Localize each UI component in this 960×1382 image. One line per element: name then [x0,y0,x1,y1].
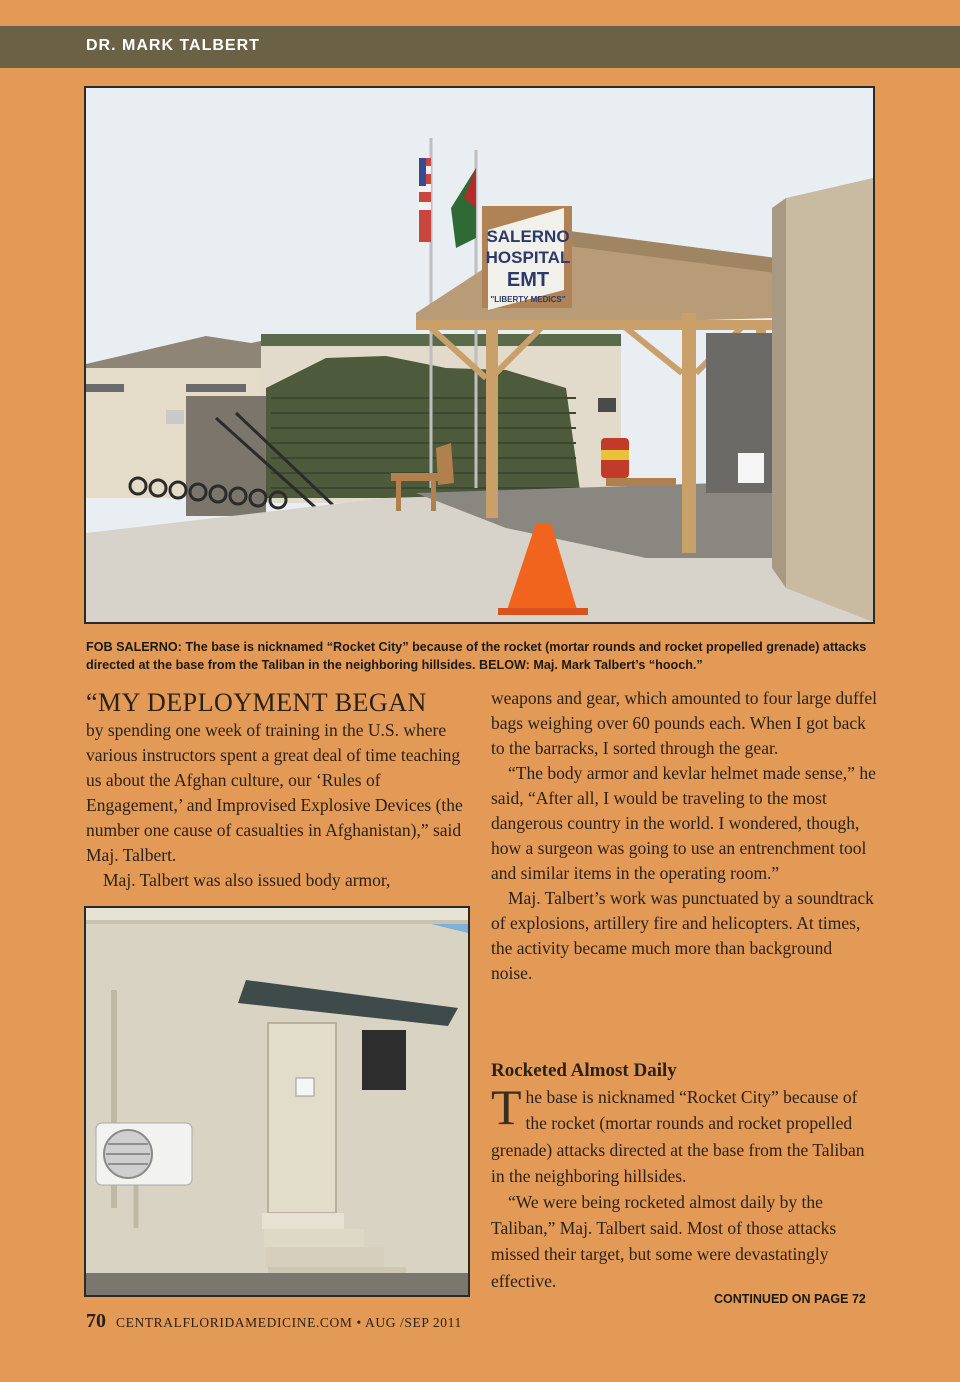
continued-notice: CONTINUED ON PAGE 72 [714,1292,866,1306]
paragraph-6: “We were being rocketed almost daily by the Taliban,” Maj. Talbert said. Most of those attacks missed their target, but some were devastatingly effective. [491,1192,837,1291]
sign-line-1: SALERNO [486,227,570,246]
subhead-rocketed: Rocketed Almost Daily [491,1060,677,1081]
article-left-column [86,688,470,893]
drop-cap: T [491,1079,522,1136]
article-right-column-section [491,1058,877,1294]
paragraph-5-text: he base is nicknamed “Rocket City” because of the rocket (mortar rounds and rocket propelled grenade) attacks directed at the base from the Taliban in the neighboring hillsides. [491,1087,865,1186]
paragraph-3: “The body armor and kevlar helmet made sense,” he said, “After all, I would be traveling to the most dangerous country in the world. I wondered, though, how a surgeon was going to use an entrenchment tool and similar items in the operating room.” [491,763,876,883]
header-bar [0,26,960,68]
hospital-photo [84,86,875,624]
article-right-column [491,686,877,986]
hooch-photo [84,906,470,1297]
page-number: 70 [86,1310,106,1332]
sign-line-4: "LIBERTY MEDICS" [490,295,566,304]
paragraph-4: Maj. Talbert’s work was punctuated by a soundtrack of explosions, artillery fire and helicopters. At times, the activity became much more than background noise. [491,888,874,983]
paragraph-1: by spending one week of training in the U.S. where various instructors spent a great deal of time teaching us about the Afghan culture, our ‘Rules of Engagement,’ and Improvised Explosive Devices (the number one cause of casualties in Afghanistan),” said Maj. Talbert. [86,720,463,865]
paragraph-5 [491,1079,877,1189]
page-footer [86,1310,462,1333]
section-title: DR. MARK TALBERT [86,37,260,54]
paragraph-2-start: Maj. Talbert was also issued body armor, [103,870,391,890]
photo-caption: FOB SALERNO: The base is nicknamed “Rocket City” because of the rocket (mortar rounds and rocket propelled grenade) attacks directed at the base from the Taliban in the neighboring hillsides. BELOW: Maj. Mark Talbert’s “hooch.” [86,640,867,672]
footer-publication: CENTRALFLORIDAMEDICINE.COM • AUG /SEP 2011 [116,1315,462,1330]
sign-line-3: EMT [506,269,550,291]
sign-line-2: HOSPITAL [485,248,571,267]
lead-in: “MY DEPLOYMENT BEGAN [86,688,427,717]
paragraph-2-continued: weapons and gear, which amounted to four large duffel bags weighing over 60 pounds each. When I got back to the barracks, I sorted through the gear. [491,688,877,758]
